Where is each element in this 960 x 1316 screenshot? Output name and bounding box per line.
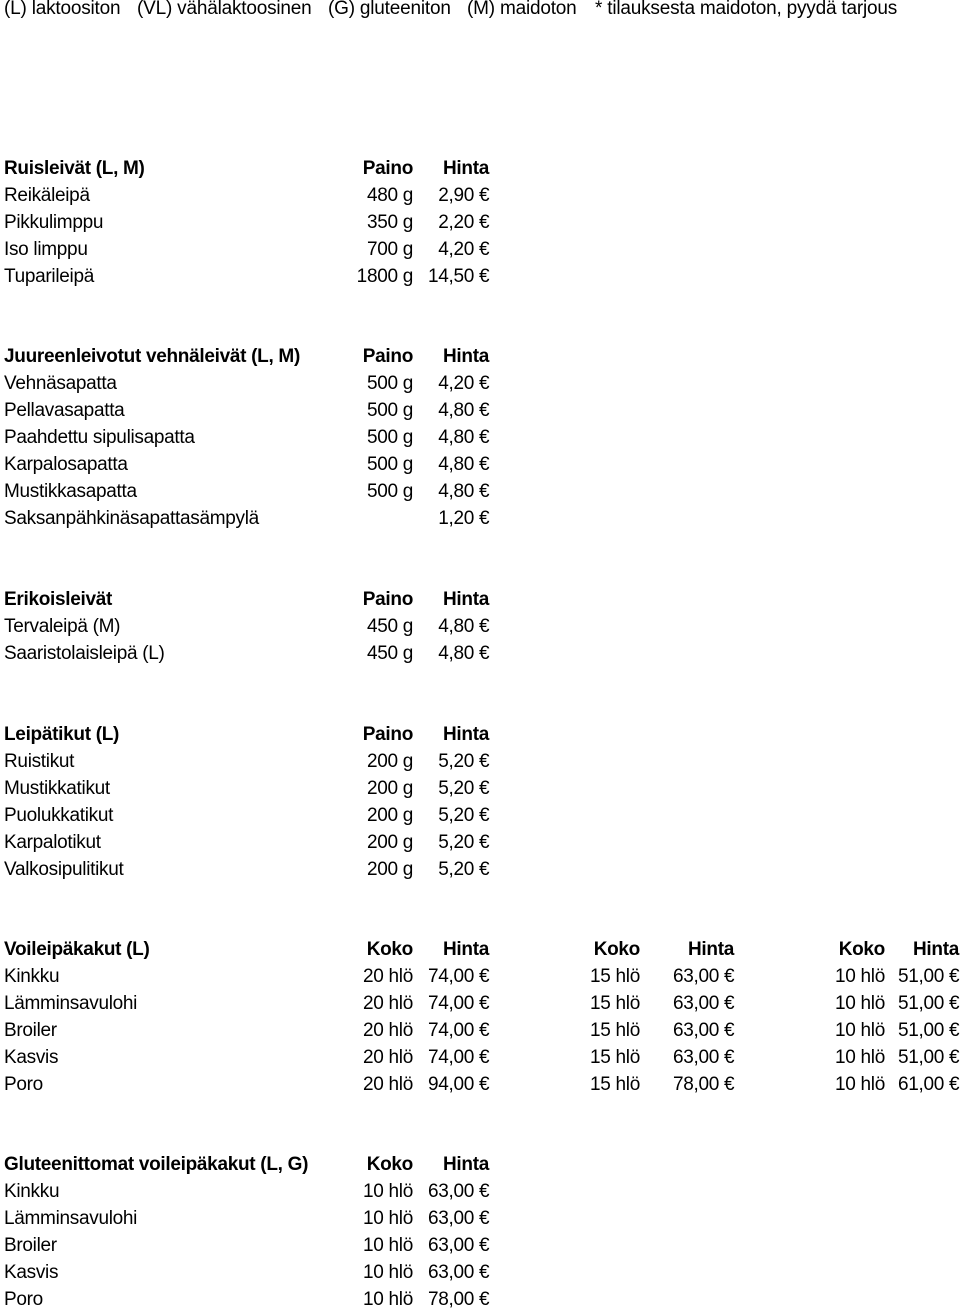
section-header-row	[0, 158, 960, 185]
item-size: 10 hlö	[835, 1020, 885, 1041]
item-name: Lämminsavulohi	[4, 1208, 138, 1229]
section-header-row	[0, 346, 960, 373]
item-name: Karpalosapatta	[4, 454, 128, 475]
item-size: 20 hlö	[363, 1020, 413, 1041]
euro-sign: €	[479, 1289, 490, 1310]
item-name: Puolukkatikut	[4, 805, 114, 826]
item-size: 20 hlö	[363, 966, 413, 987]
item-size: 500 g	[366, 454, 413, 475]
table-row	[0, 427, 960, 454]
item-size: 200 g	[366, 832, 413, 853]
euro-sign: €	[949, 1047, 960, 1068]
item-name: Lämminsavulohi	[4, 993, 138, 1014]
item-size: 10 hlö	[363, 1262, 413, 1283]
item-price: 78,00	[672, 1074, 719, 1095]
item-name: Poro	[4, 1074, 43, 1095]
item-price: 5,20	[438, 778, 474, 799]
item-price: 51,00	[897, 993, 944, 1014]
item-name: Broiler	[4, 1020, 57, 1041]
euro-sign: €	[479, 1181, 490, 1202]
item-size: 10 hlö	[835, 993, 885, 1014]
item-size: 20 hlö	[363, 993, 413, 1014]
item-size: 10 hlö	[835, 1047, 885, 1068]
item-price: 14,50	[427, 266, 474, 287]
table-row	[0, 805, 960, 832]
euro-sign: €	[479, 481, 490, 502]
item-name: Reikäleipä	[4, 185, 90, 206]
item-price: 63,00	[672, 1020, 719, 1041]
item-price: 51,00	[897, 1020, 944, 1041]
column-header-size: Paino	[362, 158, 413, 179]
section-header-row	[0, 1154, 960, 1181]
item-name: Vehnäsapatta	[4, 373, 117, 394]
table-row	[0, 778, 960, 805]
item-price: 5,20	[438, 832, 474, 853]
table-row	[0, 1047, 960, 1074]
euro-sign: €	[724, 1047, 735, 1068]
item-name: Pellavasapatta	[4, 400, 125, 421]
section-title: Gluteenittomat voileipäkakut (L, G)	[4, 1154, 309, 1175]
item-price: 51,00	[897, 966, 944, 987]
item-price: 2,20	[438, 212, 474, 233]
euro-sign: €	[479, 427, 490, 448]
euro-sign: €	[479, 993, 490, 1014]
item-name: Ruistikut	[4, 751, 75, 772]
section-title: Ruisleivät (L, M)	[4, 158, 145, 179]
item-size: 480 g	[366, 185, 413, 206]
item-price: 4,80	[438, 481, 474, 502]
item-name: Kasvis	[4, 1047, 59, 1068]
table-row	[0, 859, 960, 886]
item-price: 4,80	[438, 616, 474, 637]
legend-item: * tilauksesta maidoton, pyydä tarjous	[595, 0, 898, 19]
item-size: 700 g	[366, 239, 413, 260]
item-name: Broiler	[4, 1235, 57, 1256]
item-size: 15 hlö	[590, 966, 640, 987]
item-price: 4,20	[438, 373, 474, 394]
item-size: 15 hlö	[590, 1020, 640, 1041]
item-name: Saksanpähkinäsapattasämpylä	[4, 508, 259, 529]
table-row	[0, 966, 960, 993]
column-header-price: Hinta	[442, 1154, 489, 1175]
euro-sign: €	[724, 1020, 735, 1041]
item-name: Kinkku	[4, 966, 60, 987]
column-header-size: Koko	[366, 1154, 413, 1175]
table-row	[0, 400, 960, 427]
item-price: 94,00	[427, 1074, 474, 1095]
item-name: Kasvis	[4, 1262, 59, 1283]
euro-sign: €	[479, 751, 490, 772]
section-title: Juureenleivotut vehnäleivät (L, M)	[4, 346, 300, 367]
table-row	[0, 239, 960, 266]
table-row	[0, 508, 960, 535]
table-row	[0, 1020, 960, 1047]
item-price: 4,20	[438, 239, 474, 260]
table-row	[0, 454, 960, 481]
table-row	[0, 1074, 960, 1101]
item-price: 4,80	[438, 400, 474, 421]
item-price: 74,00	[427, 1020, 474, 1041]
table-row	[0, 185, 960, 212]
item-size: 450 g	[366, 643, 413, 664]
item-price: 63,00	[427, 1208, 474, 1229]
euro-sign: €	[479, 643, 490, 664]
item-price: 78,00	[427, 1289, 474, 1310]
euro-sign: €	[949, 966, 960, 987]
column-header-size: Koko	[838, 939, 885, 960]
item-price: 51,00	[897, 1047, 944, 1068]
euro-sign: €	[479, 400, 490, 421]
item-name: Poro	[4, 1289, 43, 1310]
item-price: 1,20	[438, 508, 474, 529]
item-price: 74,00	[427, 966, 474, 987]
item-price: 5,20	[438, 859, 474, 880]
item-name: Pikkulimppu	[4, 212, 104, 233]
legend-item: (M) maidoton	[467, 0, 577, 19]
euro-sign: €	[479, 185, 490, 206]
item-price: 4,80	[438, 454, 474, 475]
euro-sign: €	[949, 1020, 960, 1041]
item-price: 4,80	[438, 643, 474, 664]
item-size: 450 g	[366, 616, 413, 637]
euro-sign: €	[479, 778, 490, 799]
column-header-size: Koko	[366, 939, 413, 960]
euro-sign: €	[724, 966, 735, 987]
section-title: Leipätikut (L)	[4, 724, 120, 745]
euro-sign: €	[479, 373, 490, 394]
legend-item: (G) gluteeniton	[328, 0, 451, 19]
item-size: 10 hlö	[363, 1181, 413, 1202]
euro-sign: €	[479, 212, 490, 233]
item-name: Mustikkasapatta	[4, 481, 137, 502]
item-price: 63,00	[672, 966, 719, 987]
item-size: 200 g	[366, 805, 413, 826]
euro-sign: €	[949, 1074, 960, 1095]
table-row	[0, 643, 960, 670]
table-row	[0, 832, 960, 859]
item-name: Karpalotikut	[4, 832, 101, 853]
section-title: Voileipäkakut (L)	[4, 939, 150, 960]
item-size: 10 hlö	[363, 1289, 413, 1310]
table-row	[0, 1208, 960, 1235]
item-size: 20 hlö	[363, 1047, 413, 1068]
column-header-price: Hinta	[687, 939, 734, 960]
item-size: 10 hlö	[835, 966, 885, 987]
item-size: 10 hlö	[363, 1208, 413, 1229]
table-row	[0, 1235, 960, 1262]
column-header-size: Paino	[362, 724, 413, 745]
item-price: 63,00	[427, 1181, 474, 1202]
euro-sign: €	[479, 859, 490, 880]
euro-sign: €	[479, 454, 490, 475]
item-size: 500 g	[366, 373, 413, 394]
euro-sign: €	[479, 239, 490, 260]
euro-sign: €	[724, 993, 735, 1014]
item-size: 500 g	[366, 481, 413, 502]
item-name: Paahdettu sipulisapatta	[4, 427, 195, 448]
item-name: Mustikkatikut	[4, 778, 110, 799]
item-name: Valkosipulitikut	[4, 859, 124, 880]
item-name: Tervaleipä (M)	[4, 616, 121, 637]
euro-sign: €	[724, 1074, 735, 1095]
euro-sign: €	[479, 1074, 490, 1095]
table-row	[0, 266, 960, 293]
item-size: 15 hlö	[590, 1047, 640, 1068]
item-price: 61,00	[897, 1074, 944, 1095]
legend-item: (L) laktoositon	[4, 0, 121, 19]
item-size: 200 g	[366, 859, 413, 880]
item-price: 74,00	[427, 1047, 474, 1068]
item-size: 500 g	[366, 427, 413, 448]
item-price: 2,90	[438, 185, 474, 206]
column-header-price: Hinta	[442, 939, 489, 960]
euro-sign: €	[479, 832, 490, 853]
item-size: 20 hlö	[363, 1074, 413, 1095]
euro-sign: €	[479, 966, 490, 987]
column-header-price: Hinta	[442, 158, 489, 179]
item-price: 63,00	[427, 1262, 474, 1283]
euro-sign: €	[949, 993, 960, 1014]
item-price: 63,00	[672, 993, 719, 1014]
column-header-price: Hinta	[912, 939, 959, 960]
item-size: 15 hlö	[590, 993, 640, 1014]
column-header-price: Hinta	[442, 346, 489, 367]
table-row	[0, 1262, 960, 1289]
table-row	[0, 212, 960, 239]
item-price: 63,00	[672, 1047, 719, 1068]
item-size: 200 g	[366, 751, 413, 772]
item-price: 5,20	[438, 805, 474, 826]
item-size: 10 hlö	[835, 1074, 885, 1095]
table-row	[0, 1181, 960, 1208]
table-row	[0, 993, 960, 1020]
item-price: 74,00	[427, 993, 474, 1014]
euro-sign: €	[479, 616, 490, 637]
item-size: 15 hlö	[590, 1074, 640, 1095]
euro-sign: €	[479, 1208, 490, 1229]
euro-sign: €	[479, 805, 490, 826]
item-size: 350 g	[366, 212, 413, 233]
column-header-price: Hinta	[442, 724, 489, 745]
table-row	[0, 481, 960, 508]
section-header-row	[0, 589, 960, 616]
item-name: Saaristolaisleipä (L)	[4, 643, 165, 664]
section-header-row	[0, 724, 960, 751]
euro-sign: €	[479, 1235, 490, 1256]
euro-sign: €	[479, 1020, 490, 1041]
euro-sign: €	[479, 1047, 490, 1068]
table-row	[0, 616, 960, 643]
column-header-size: Paino	[362, 346, 413, 367]
item-price: 63,00	[427, 1235, 474, 1256]
column-header-price: Hinta	[442, 589, 489, 610]
section-header-row	[0, 939, 960, 966]
column-header-size: Koko	[593, 939, 640, 960]
euro-sign: €	[479, 508, 490, 529]
item-price: 4,80	[438, 427, 474, 448]
column-header-size: Paino	[362, 589, 413, 610]
section-title: Erikoisleivät	[4, 589, 113, 610]
legend-item: (VL) vähälaktoosinen	[137, 0, 312, 19]
table-row	[0, 1289, 960, 1316]
table-row	[0, 373, 960, 400]
euro-sign: €	[479, 266, 490, 287]
table-row	[0, 751, 960, 778]
item-name: Kinkku	[4, 1181, 60, 1202]
item-size: 1800 g	[356, 266, 413, 287]
euro-sign: €	[479, 1262, 490, 1283]
item-size: 500 g	[366, 400, 413, 421]
item-name: Tuparileipä	[4, 266, 94, 287]
item-size: 200 g	[366, 778, 413, 799]
item-price: 5,20	[438, 751, 474, 772]
item-name: Iso limppu	[4, 239, 88, 260]
item-size: 10 hlö	[363, 1235, 413, 1256]
